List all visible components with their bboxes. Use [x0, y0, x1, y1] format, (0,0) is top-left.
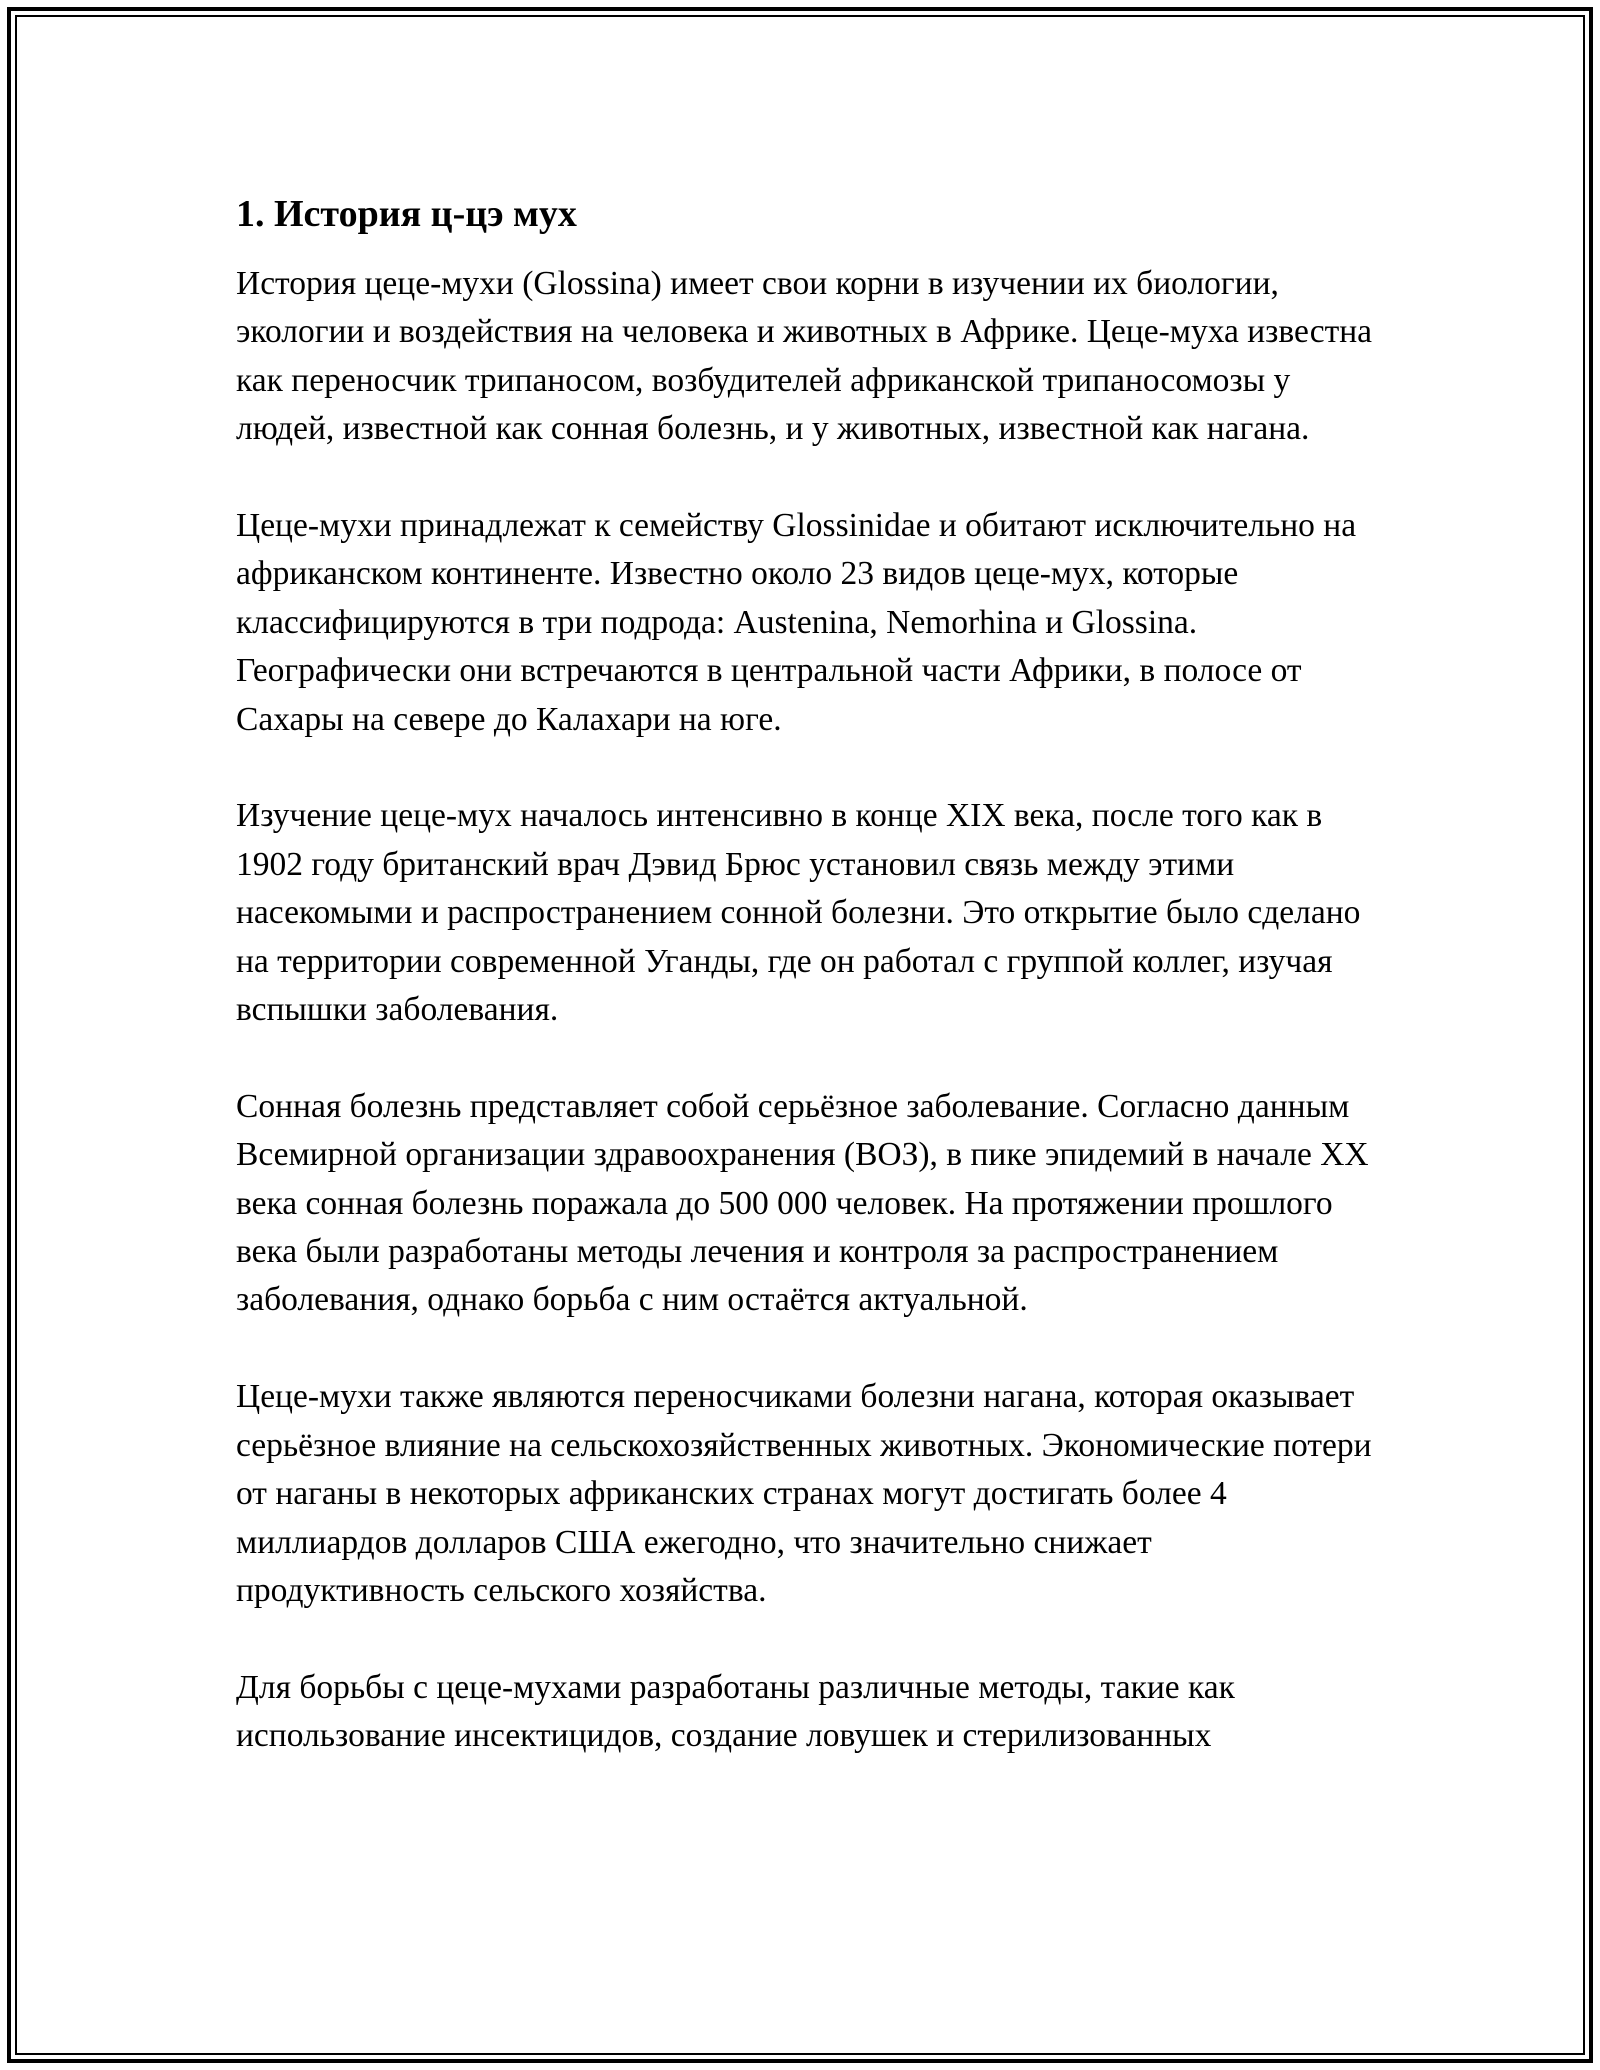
document-body — [236, 188, 1376, 1809]
paragraph-2: Цеце-мухи принадлежат к семейству Glossinidae и обитают исключительно на африканском континенте. Известно около 23 видов цеце-мух, которые классифицируются в три подрода: Austenina, Nemorhina и Glossina. Географически они встречаются в центральной части Африки, в полосе от Сахары на севере до Калахари на юге. — [236, 507, 1357, 738]
paragraph-4: Сонная болезнь представляет собой серьёзное заболевание. Согласно данным Всемирной организации здравоохранения (ВОЗ), в пике эпидемий в начале XX века сонная болезнь поражала до 500 000 человек. На протяжении прошлого века были разработаны методы лечения и контроля за распространением заболевания, однако борьба с ним остаётся актуальной. — [236, 1087, 1369, 1319]
paragraph-3: Изучение цеце-мух началось интенсивно в конце XIX века, после того как в 1902 году британский врач Дэвид Брюс установил связь между этими насекомыми и распространением сонной болезни. Это открытие было сделано на территории современной Уганды, где он работал с группой коллег, изучая вспышки заболевания. — [236, 797, 1361, 1029]
paragraph-1: История цеце-мухи (Glossina) имеет свои корни в изучении их биологии, экологии и воздействия на человека и животных в Африке. Цеце-муха известна как переносчик трипаносом, возбудителей африканской трипаносомозы у людей, известной как сонная болезнь, и у животных, известной как нагана. — [236, 265, 1373, 448]
paragraph-5: Цеце-мухи также являются переносчиками болезни нагана, которая оказывает серьёзное влияние на сельскохозяйственных животных. Экономические потери от наганы в некоторых африканских странах могут достигать более 4 миллиардов долларов США ежегодно, что значительно снижает продуктивность сельского хозяйства. — [236, 1378, 1372, 1609]
paragraph-6: Для борьбы с цеце-мухами разработаны различные методы, такие как использование инсектицидов, создание ловушек и стерилизованных — [236, 1668, 1235, 1755]
section-heading: 1. История ц-цэ мух — [236, 193, 577, 235]
